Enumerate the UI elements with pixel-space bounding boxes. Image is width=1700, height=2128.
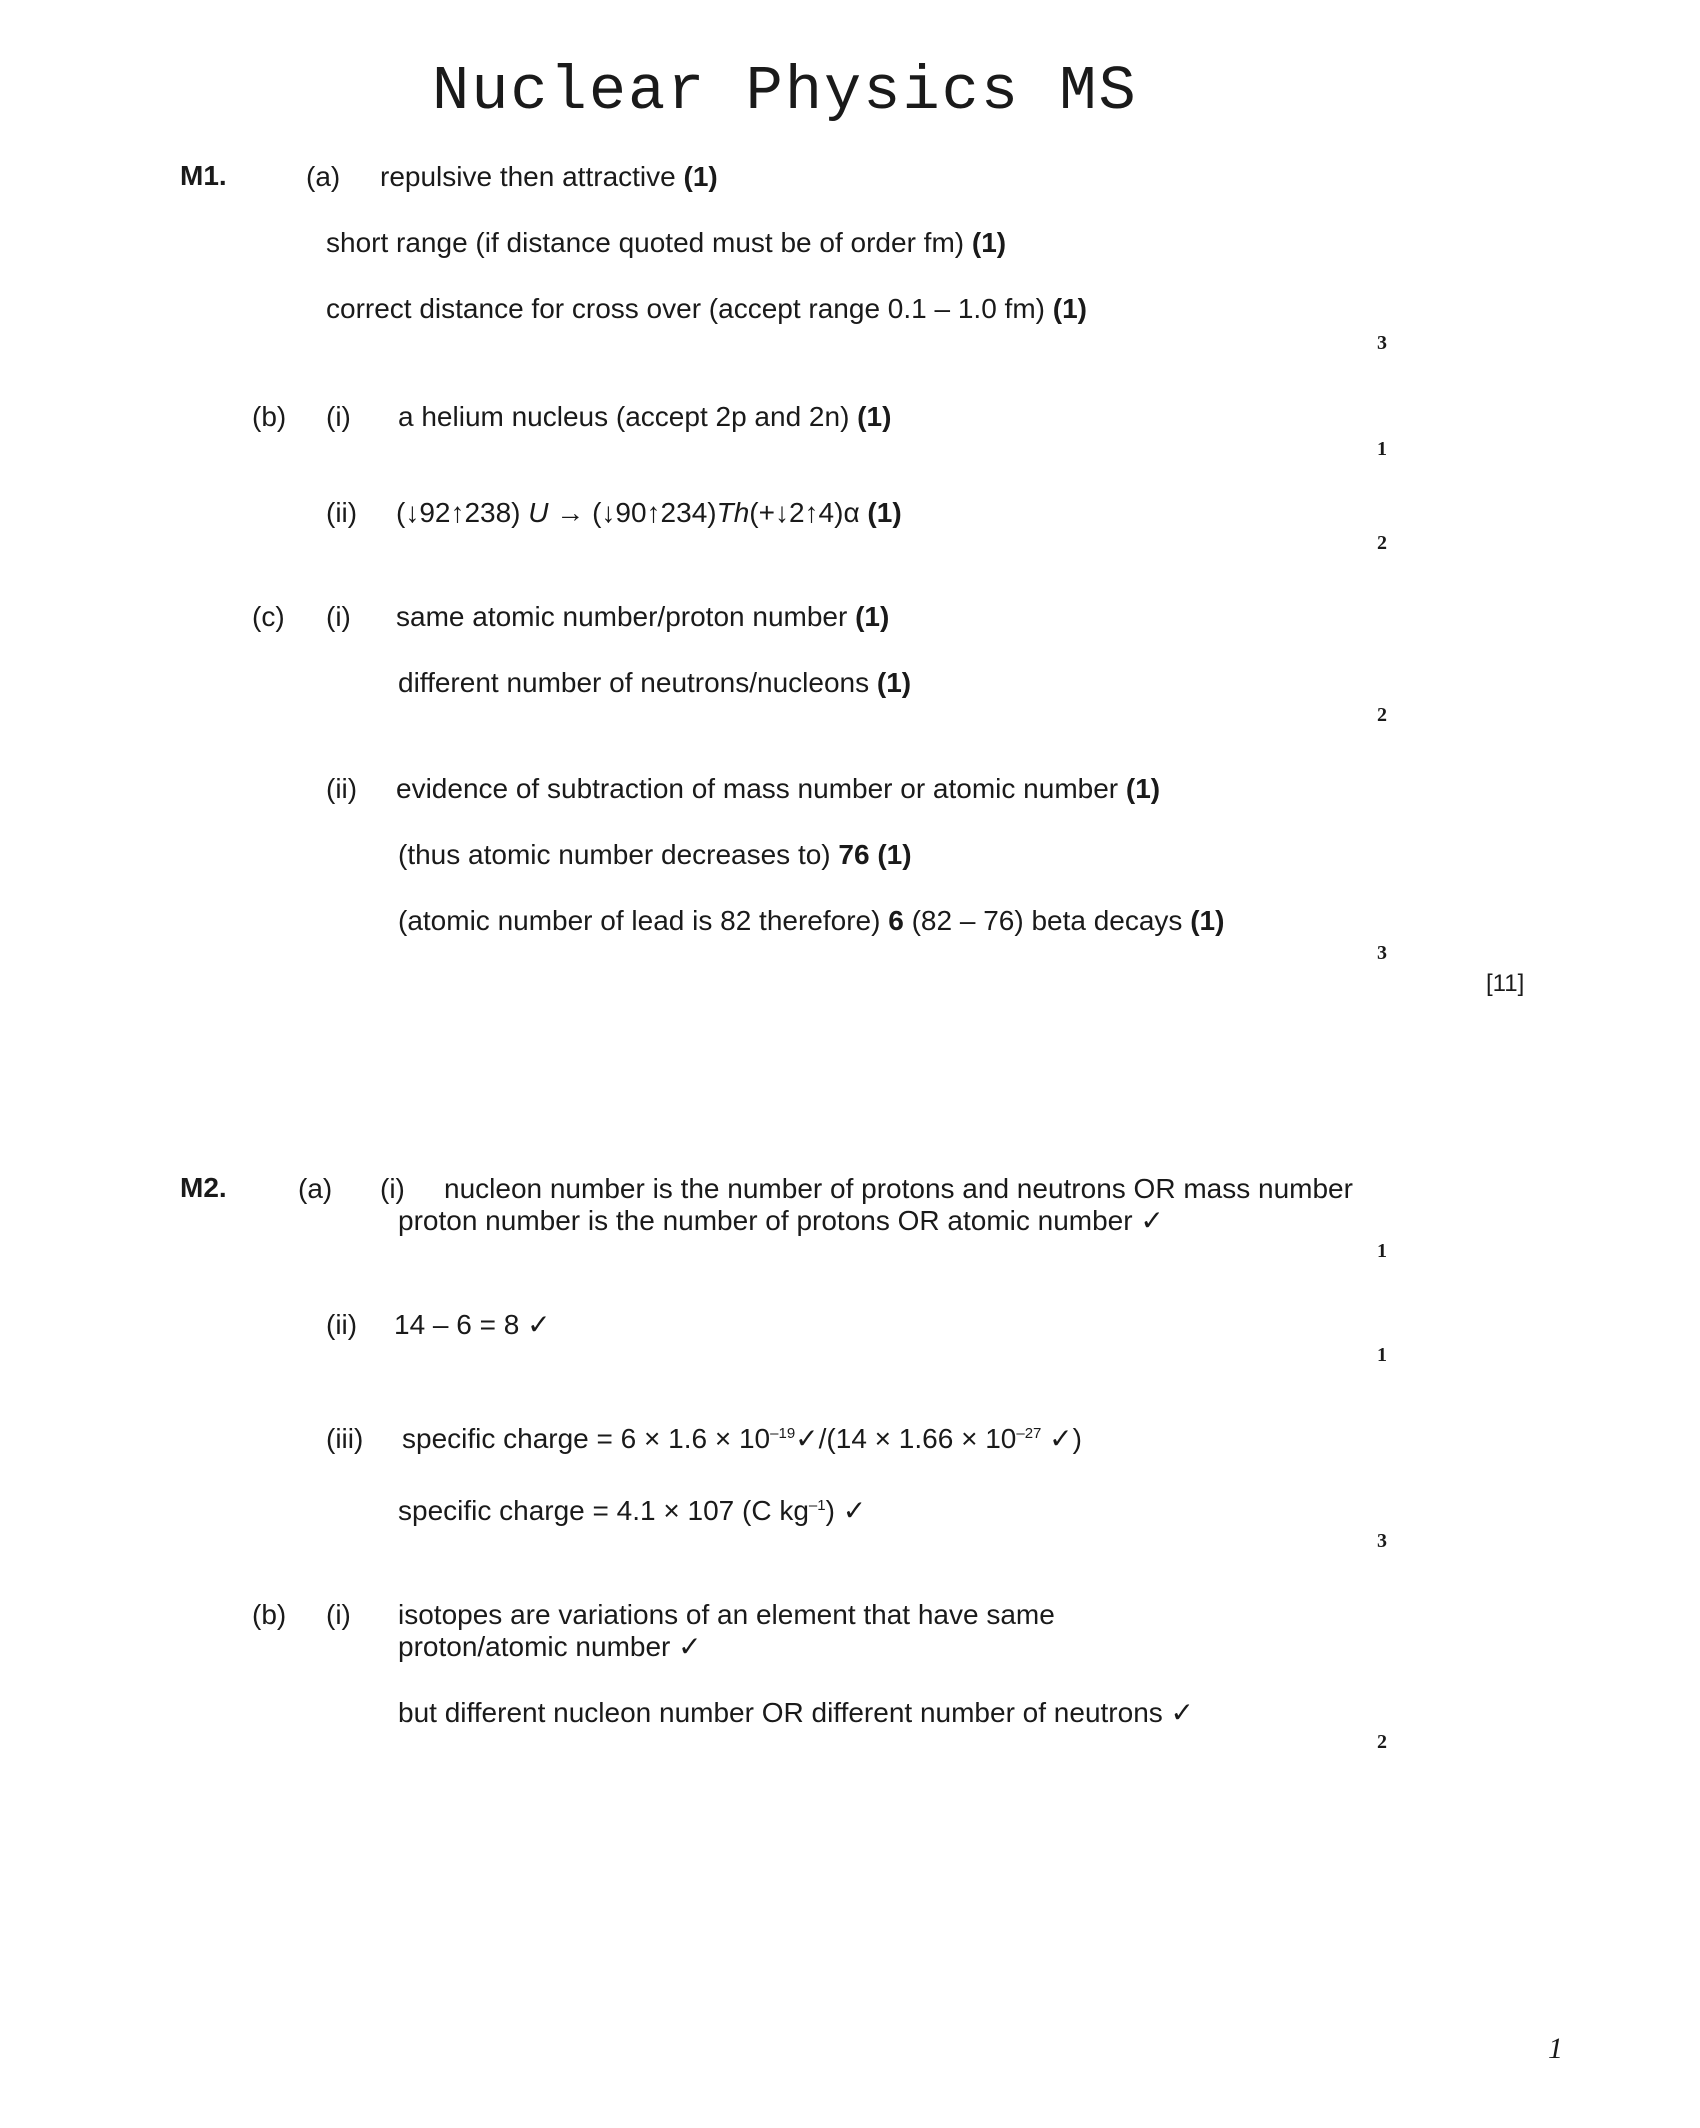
- m1-a-line3: [326, 292, 1087, 326]
- m1-c-ii-line3-text-b: (82 – 76) beta decays: [911, 905, 1183, 936]
- m1-c-ii-line2-text: (thus atomic number decreases to): [398, 839, 831, 870]
- m2-part-a-label: (a): [298, 1173, 333, 1204]
- equation-part-1: (↓92↑238): [396, 497, 529, 528]
- m1-c-i-line1: [396, 600, 889, 634]
- m1-c-i-line1-text: same atomic number/proton number: [396, 601, 848, 632]
- m1-a-line1-text: repulsive then attractive: [380, 161, 676, 192]
- equation-symbol-u: U: [528, 497, 549, 528]
- m1-a-line3-mark: (1): [1052, 293, 1087, 324]
- m1-a-line1: [380, 160, 718, 194]
- m1-b-i-marks: 1: [1377, 438, 1387, 460]
- m1-a-line2-mark: (1): [971, 227, 1007, 258]
- m2-a-iii-label: (iii): [326, 1423, 364, 1454]
- m2-b-i-line3-text: but different nucleon number OR different number of neutrons: [398, 1697, 1163, 1728]
- m2-b-i-marks: 2: [1377, 1731, 1387, 1753]
- m2-a-iii-line1-b: /(14 × 1.66 × 10: [818, 1423, 1017, 1454]
- m1-total-marks: [11]: [1486, 970, 1525, 997]
- m1-c-ii-line2-value: 76: [838, 839, 870, 870]
- m2-a-iii-line1-c: ): [1072, 1423, 1082, 1454]
- m1-c-i-line1-mark: (1): [855, 601, 890, 632]
- m2-b-i-line3: [398, 1696, 1194, 1730]
- m2-part-b-label: (b): [252, 1599, 287, 1630]
- m2-a-i-line1: nucleon number is the number of protons and neutrons OR mass number: [444, 1173, 1353, 1204]
- m1-b-ii-label: (ii): [326, 497, 358, 528]
- m2-a-ii-label: (ii): [326, 1309, 358, 1340]
- m2-a-iii-line2-a: specific charge = 4.1 × 107 (C kg: [398, 1495, 809, 1526]
- m1-b-i-mark: (1): [857, 401, 892, 432]
- m1-c-ii-line1-mark: (1): [1125, 773, 1161, 804]
- m2-a-ii-text: 14 – 6 = 8: [394, 1309, 520, 1340]
- m1-c-ii-line1: [396, 772, 1160, 806]
- check-icon: ✓: [1140, 1204, 1164, 1237]
- m1-c-ii-line1-text: evidence of subtraction of mass number or atomic number: [396, 773, 1119, 804]
- m2-a-iii-line2-b: ): [825, 1495, 835, 1526]
- m1-b-ii-equation: [396, 496, 902, 530]
- equation-part-2: → (↓90↑234): [548, 497, 717, 528]
- check-icon: ✓: [1049, 1422, 1073, 1455]
- m1-b-i-line: [398, 400, 891, 434]
- m1-a-line3-text: correct distance for cross over (accept range 0.1 – 1.0 fm): [326, 293, 1045, 324]
- m1-c-ii-line3-mark: (1): [1190, 905, 1225, 936]
- m2-a-ii-marks: 1: [1377, 1344, 1387, 1366]
- m1-c-ii-line2-mark: (1): [877, 839, 912, 870]
- m2-a-i-line2: [398, 1204, 1164, 1238]
- check-icon: ✓: [678, 1630, 702, 1663]
- m1-c-ii-line3-value: 6: [888, 905, 904, 936]
- m1-b-ii-mark: (1): [867, 497, 902, 528]
- m1-c-ii-label: (ii): [326, 773, 358, 804]
- m1-c-ii-line3-text-a: (atomic number of lead is 82 therefore): [398, 905, 881, 936]
- m2-a-iii-line1: [402, 1422, 1082, 1456]
- m1-a-line2: [326, 226, 1006, 260]
- check-icon: ✓: [527, 1308, 551, 1341]
- exponent: –19: [770, 1425, 796, 1442]
- check-icon: ✓: [795, 1422, 819, 1455]
- m1-a-line2-text: short range (if distance quoted must be of order fm): [326, 227, 965, 258]
- m1-c-i-line2-mark: (1): [876, 667, 912, 698]
- m1-a-marks: 3: [1377, 332, 1387, 354]
- m1-c-i-line2: [398, 666, 911, 700]
- m2-a-iii-line2: [398, 1494, 866, 1528]
- check-icon: ✓: [1170, 1696, 1195, 1729]
- m1-part-c-label: (c): [252, 601, 285, 632]
- equation-symbol-th: Th: [716, 497, 750, 528]
- m2-a-iii-marks: 3: [1377, 1530, 1387, 1552]
- question-label-m2: M2.: [180, 1172, 227, 1203]
- m1-c-ii-line2: [398, 838, 912, 872]
- m2-b-i-line2-text: proton/atomic number: [398, 1631, 671, 1662]
- m1-b-i-label: (i): [326, 401, 351, 432]
- exponent: –27: [1016, 1425, 1042, 1442]
- m2-a-i-label: (i): [380, 1173, 405, 1204]
- exponent: –1: [808, 1497, 826, 1514]
- m1-c-i-label: (i): [326, 601, 351, 632]
- m1-c-i-marks: 2: [1377, 704, 1387, 726]
- m2-a-iii-line1-a: specific charge = 6 × 1.6 × 10: [402, 1423, 771, 1454]
- m2-a-i-marks: 1: [1377, 1240, 1387, 1262]
- m2-b-i-line2: [398, 1630, 702, 1664]
- page-number: 1: [1548, 2032, 1563, 2065]
- m1-a-line1-mark: (1): [683, 161, 718, 192]
- m1-b-i-text: a helium nucleus (accept 2p and 2n): [398, 401, 850, 432]
- question-label-m1: M1.: [180, 160, 227, 191]
- m2-a-ii-line: [394, 1308, 551, 1342]
- m2-a-i-line2-text: proton number is the number of protons OR atomic number: [398, 1205, 1133, 1236]
- m1-c-ii-marks: 3: [1377, 942, 1387, 964]
- page-title: Nuclear Physics MS: [432, 56, 1138, 127]
- m1-c-ii-line3: [398, 904, 1224, 938]
- m1-part-a-label: (a): [306, 161, 341, 192]
- m1-c-i-line2-text: different number of neutrons/nucleons: [398, 667, 870, 698]
- m1-b-ii-marks: 2: [1377, 532, 1387, 554]
- equation-part-3: (+↓2↑4)α: [749, 497, 860, 528]
- m2-b-i-label: (i): [326, 1599, 351, 1630]
- m2-b-i-line1: isotopes are variations of an element that have same: [398, 1599, 1055, 1630]
- m1-part-b-label: (b): [252, 401, 287, 432]
- check-icon: ✓: [842, 1494, 867, 1527]
